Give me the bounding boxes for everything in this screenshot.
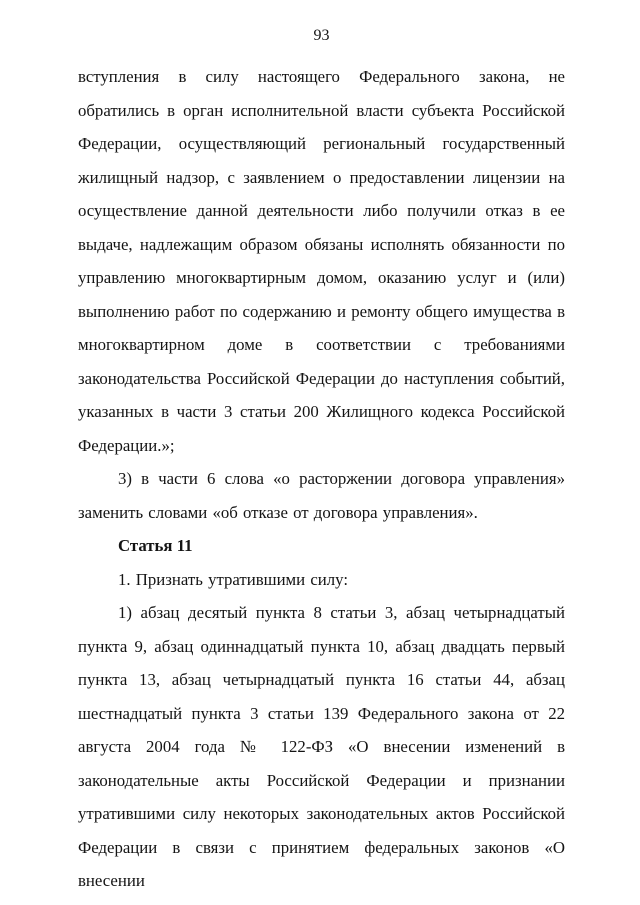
paragraph-amendment-item-3: 3) в части 6 слова «о расторжении договора управления» заменить словами «об отказе от договора управления».: [78, 469, 565, 522]
paragraph-list-item-1: 1) абзац десятый пункта 8 статьи 3, абзац четырнадцатый пункта 9, абзац одиннадцатый пункта 10, абзац двадцать первый пункта 13, абзац четырнадцатый пункта 16 статьи 44, абзац шестнадцатый пункта 3 статьи 139 Федерального закона от 22 августа 2004 года № 122-ФЗ «О внесении изменений в законодательные акты Российской Федерации и признании утратившими силу некоторых законодательных актов Российской Федерации в связи с принятием федеральных законов «О внесении: [78, 603, 565, 890]
paragraph-clause-1: 1. Признать утратившими силу:: [118, 569, 348, 589]
page-number: 93: [313, 27, 330, 44]
article-heading: Статья 11: [118, 536, 193, 555]
paragraph-continuation: вступления в силу настоящего Федерального закона, не обратились в орган исполнительной власти субъекта Российской Федерации, осуществляющий региональный государственный жилищный надзор, с заявлением о предоставлении лицензии на осуществление данной деятельности либо получили отказ в ее выдаче, надлежащим образом обязаны исполнять обязанности по управлению многоквартирным домом, оказанию услуг и (или) выполнению работ по содержанию и ремонту общего имущества в многоквартирном доме в соответствии с требованиями законодательства Российской Федерации до наступления событий, указанных в части 3 статьи 200 Жилищного кодекса Российской Федерации.»;: [78, 67, 565, 455]
